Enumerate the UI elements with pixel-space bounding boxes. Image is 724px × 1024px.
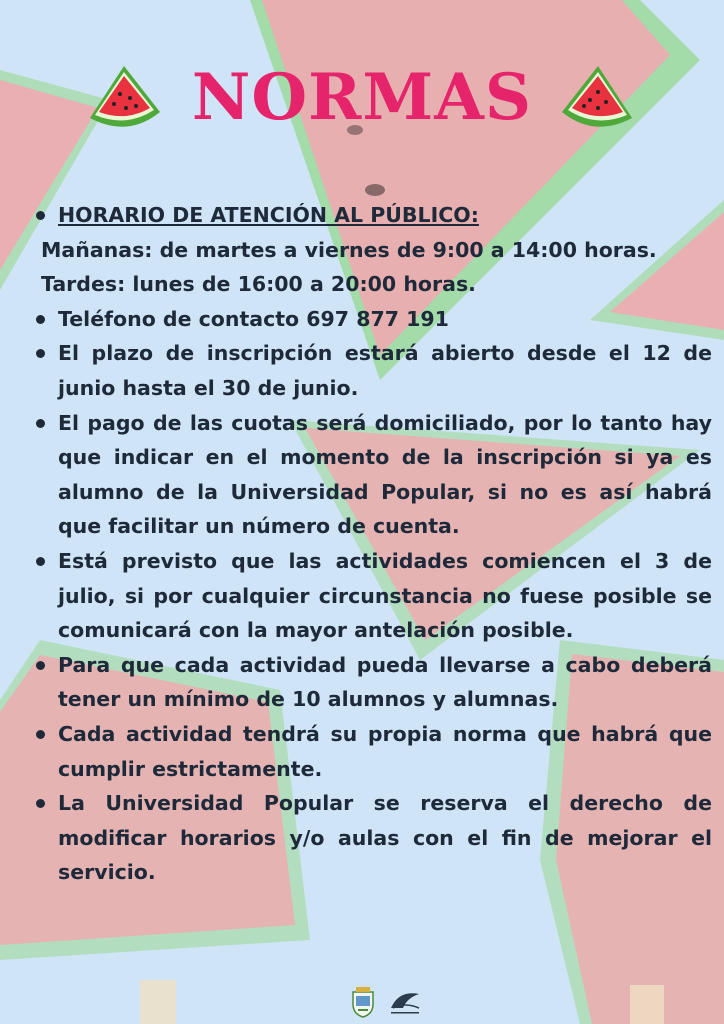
page-title: NORMAS	[191, 60, 533, 135]
list-item	[34, 198, 712, 233]
opening-hours-heading: HORARIO DE ATENCIÓN AL PÚBLICO:	[58, 203, 479, 227]
list-item: El plazo de inscripción estará abierto desde el 12 de junio hasta el 30 de junio.	[34, 336, 712, 405]
list-item: Está previsto que las actividades comiencen el 3 de julio, si por cualquier circunstancia no fuese posible se comunicará con la mayor antelación posible.	[34, 544, 712, 648]
universidad-popular-logo	[385, 986, 425, 1018]
town-crest-logo	[350, 986, 376, 1018]
list-item: Tardes: lunes de 16:00 a 20:00 horas.	[41, 272, 476, 297]
list-item: Para que cada actividad pueda llevarse a cabo deberá tener un mínimo de 10 alumnos y alumnas.	[34, 648, 712, 717]
list-item: Cada actividad tendrá su propia norma que habrá que cumplir estrictamente.	[34, 717, 712, 786]
list-item: Mañanas: de martes a viernes de 9:00 a 14:00 horas.	[41, 237, 657, 262]
list-item: La Universidad Popular se reserva el derecho de modificar horarios y/o aulas con el fin de mejorar el servicio.	[34, 786, 712, 890]
footer-logos	[350, 986, 425, 1022]
list-item: El pago de las cuotas será domiciliado, por lo tanto hay que indicar en el momento de la inscripción si ya es alumno de la Universidad Popular, si no es así habrá que facilitar un número de cuenta.	[34, 406, 712, 544]
popsicle-stick	[140, 980, 176, 1024]
popsicle-stick	[630, 985, 664, 1024]
rules-list	[34, 198, 712, 890]
list-item: Teléfono de contacto 697 877 191	[34, 302, 712, 337]
